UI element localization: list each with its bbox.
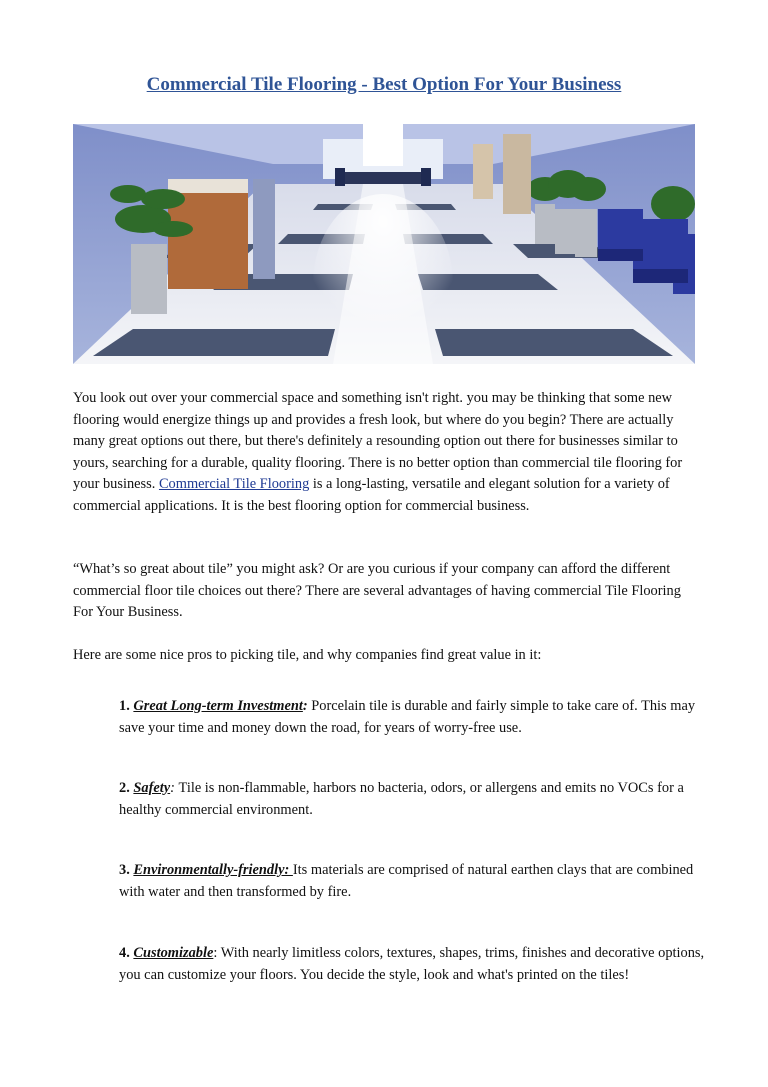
item-number: 1. bbox=[119, 698, 134, 714]
item-separator: : bbox=[213, 945, 221, 961]
intro-text-end: is a long-lasting, versatile and elegant solution for a variety of commercial applications. It is the best flooring option for commercial business. bbox=[73, 476, 670, 514]
intro-text-start: You look out over your commercial space and something isn't right. you may be thinking that some new flooring would energize things up and provides a fresh look, but where do you begin? There are actually many great options out there, but there's definitely a resounding option out there for businesses similar to yours, searching for a durable, quality flooring. There is no better option than commercial tile flooring for your business. bbox=[73, 390, 683, 492]
item-heading: Customizable bbox=[133, 945, 214, 961]
item-heading: Environmentally-friendly: bbox=[133, 862, 293, 878]
item-number: 3. bbox=[119, 862, 134, 878]
office-lobby-image bbox=[73, 124, 695, 364]
item-separator: : bbox=[302, 698, 312, 714]
item-number: 4. bbox=[119, 945, 134, 961]
item-text: With nearly limitless colors, textures, shapes, trims, finishes and decorative options, you can customize your floors. You decide the style, look and what's printed on the tiles! bbox=[119, 945, 705, 983]
item-separator: : bbox=[170, 780, 179, 796]
list-item bbox=[119, 943, 705, 986]
item-heading: Great Long-term Investment bbox=[133, 698, 303, 714]
page-title: Commercial Tile Flooring - Best Option For Your Business bbox=[146, 74, 622, 95]
item-text: Tile is non-flammable, harbors no bacteria, odors, or allergens and emits no VOCs for a healthy commercial environment. bbox=[119, 780, 684, 818]
list-item bbox=[119, 696, 705, 739]
list-item bbox=[119, 778, 705, 821]
intro-paragraph bbox=[73, 388, 699, 517]
item-heading: Safety bbox=[133, 780, 171, 796]
question-paragraph: “What’s so great about tile” you might ask? Or are you curious if your company can afford the different commercial floor tile choices out there? There are several advantages of having commercial Tile Flooring For Your Business. bbox=[73, 561, 681, 620]
pros-intro-paragraph: Here are some nice pros to picking tile, and why companies find great value in it: bbox=[73, 647, 542, 663]
item-text: Its materials are comprised of natural earthen clays that are combined with water and then transformed by fire. bbox=[119, 862, 694, 900]
item-text: Porcelain tile is durable and fairly simple to take care of. This may save your time and money down the road, for years of worry-free use. bbox=[119, 698, 696, 736]
commercial-tile-flooring-link[interactable]: Commercial Tile Flooring bbox=[158, 476, 310, 492]
item-number: 2. bbox=[119, 780, 134, 796]
list-item bbox=[119, 860, 705, 903]
